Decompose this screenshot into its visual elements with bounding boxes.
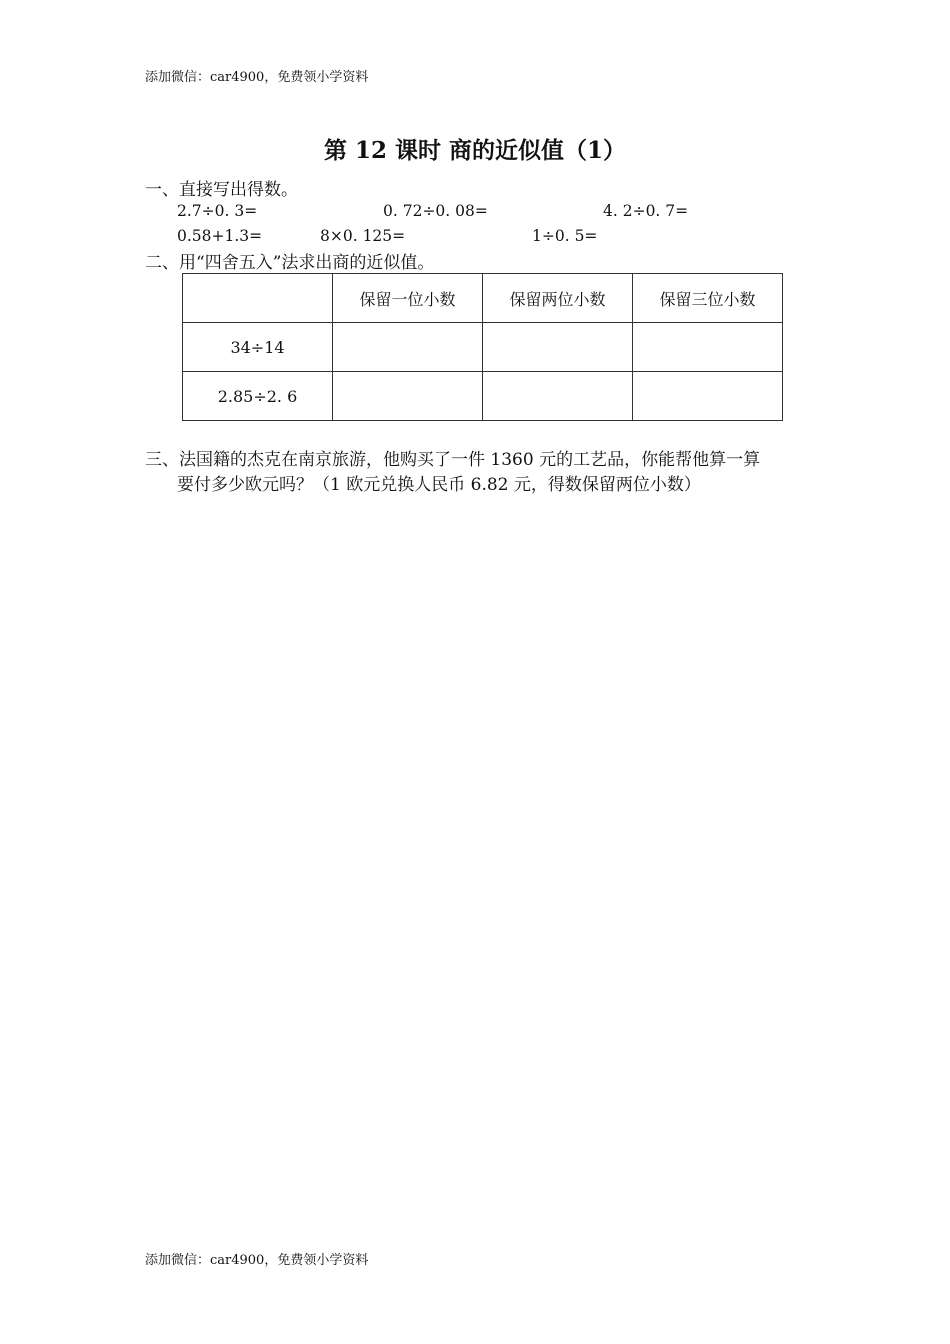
answer-cell[interactable] [633, 372, 783, 421]
calc-item: 0.58+1.3= [177, 227, 263, 245]
section-3-line-2: 要付多少欧元吗？（1 欧元兑换人民币 6.82 元，得数保留两位小数） [177, 475, 701, 495]
calc-item: 0. 72÷0. 08= [383, 202, 488, 220]
page-title: 第 12 课时 商的近似值（1） [323, 137, 627, 164]
approximation-table [182, 273, 783, 421]
calc-item: 4. 2÷0. 7= [603, 202, 689, 220]
calc-item: 8×0. 125= [320, 227, 406, 245]
answer-cell[interactable] [333, 323, 483, 372]
table-row [183, 372, 783, 421]
answer-cell[interactable] [333, 372, 483, 421]
section-3-line-1: 三、法国籍的杰克在南京旅游，他购买了一件 1360 元的工艺品，你能帮他算一算 [145, 450, 761, 470]
calc-item: 2.7÷0. 3= [177, 202, 258, 220]
table-header-row [183, 274, 783, 323]
calc-item: 1÷0. 5= [532, 227, 598, 245]
table-header-cell [183, 274, 333, 323]
footer-note: 添加微信：car4900，免费领小学资料 [145, 1253, 369, 1268]
answer-cell[interactable] [483, 372, 633, 421]
table-header-cell: 保留三位小数 [633, 274, 783, 323]
answer-cell[interactable] [633, 323, 783, 372]
table-header-cell: 保留两位小数 [483, 274, 633, 323]
table-row-label: 34÷14 [183, 323, 333, 372]
answer-cell[interactable] [483, 323, 633, 372]
section-1-heading: 一、直接写出得数。 [145, 180, 298, 200]
section-2-heading: 二、用“四舍五入”法求出商的近似值。 [145, 253, 435, 273]
table-row-label: 2.85÷2. 6 [183, 372, 333, 421]
header-note: 添加微信：car4900，免费领小学资料 [145, 70, 369, 85]
table-row [183, 323, 783, 372]
table-header-cell: 保留一位小数 [333, 274, 483, 323]
